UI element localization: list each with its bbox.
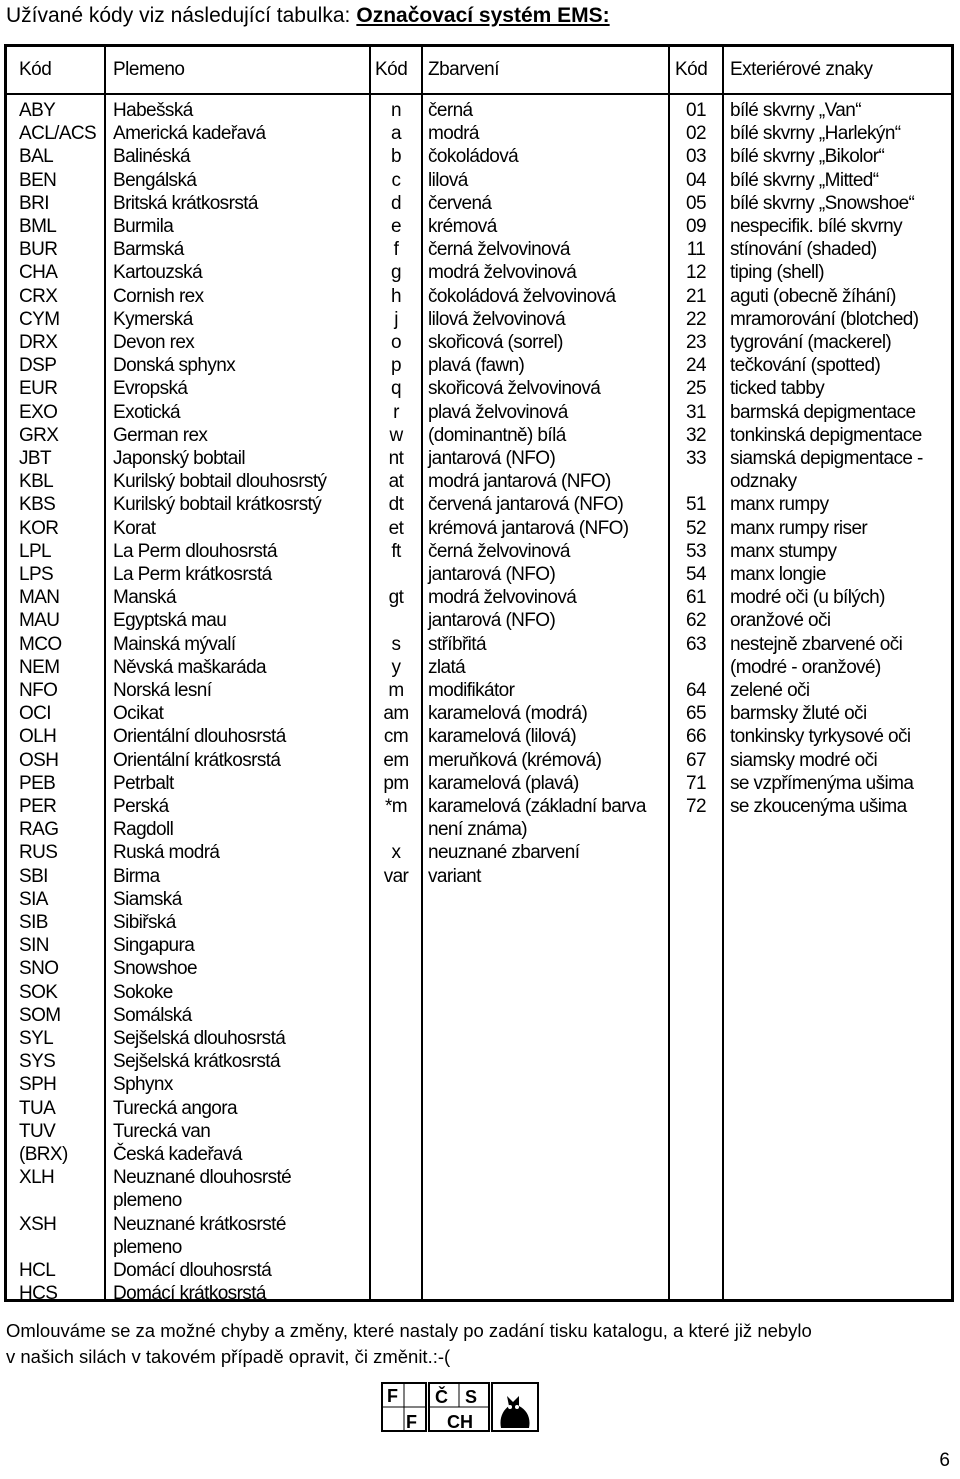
- trait-cell: manx longie: [730, 564, 826, 585]
- trait-cell: tygrování (mackerel): [730, 332, 892, 353]
- color-cell: zlatá: [428, 656, 466, 678]
- breed-code-cell: BAL: [19, 146, 54, 168]
- color-code-cell: cm: [383, 726, 409, 748]
- breed-code-cell: DRX: [19, 332, 58, 353]
- breed-code-cell: LPS: [19, 564, 54, 585]
- breed-code-cell: DSP: [19, 355, 57, 377]
- color-cell: jantarová (NFO): [428, 448, 556, 469]
- breed-cell: plemeno: [113, 1236, 182, 1258]
- breed-cell: Balinéská: [113, 146, 190, 168]
- breed-cell: Sokoke: [113, 981, 173, 1003]
- trait-code-cell: 04: [686, 169, 706, 191]
- trait-code-cell: 71: [686, 772, 706, 794]
- color-code-cell: q: [391, 378, 401, 400]
- breed-code-cell: SBI: [19, 865, 48, 887]
- breed-cell: Orientální krátkosrstá: [113, 749, 281, 771]
- breed-cell: Korat: [113, 517, 156, 539]
- trait-code-cell: 52: [686, 517, 706, 539]
- breed-cell: Japonský bobtail: [113, 448, 245, 469]
- trait-code-cell: 64: [686, 680, 706, 701]
- trait-code-cell: 02: [686, 123, 706, 145]
- trait-cell: ticked tabby: [730, 378, 825, 400]
- trait-cell: se zkoucenýma ušima: [730, 796, 907, 817]
- trait-cell: tonkinská depigmentace: [730, 424, 922, 446]
- breed-code-cell: MCO: [19, 633, 62, 655]
- breed-code-cell: SYL: [19, 1028, 54, 1049]
- color-code-cell: s: [391, 633, 401, 655]
- breed-cell: Burmila: [113, 216, 174, 237]
- breed-code-cell: BEN: [19, 169, 57, 191]
- trait-cell: (modré - oranžové): [730, 656, 881, 678]
- trait-code-cell: 66: [686, 726, 706, 748]
- breed-cell: plemeno: [113, 1190, 182, 1212]
- color-cell: skořicová (sorrel): [428, 332, 563, 353]
- color-cell: (dominantně) bílá: [428, 424, 566, 446]
- page-number: 6: [939, 1450, 950, 1471]
- breed-cell: Habešská: [113, 100, 193, 121]
- trait-cell: nespecifik. bílé skvrny: [730, 216, 903, 237]
- column-divider: [104, 47, 106, 1299]
- breed-code-cell: RUS: [19, 842, 58, 864]
- color-code-cell: w: [389, 424, 403, 446]
- trait-cell: manx rumpy: [730, 494, 829, 516]
- breed-code-cell: SPH: [19, 1074, 57, 1096]
- breed-code-cell: BUR: [19, 239, 58, 261]
- breed-cell: Barmská: [113, 239, 184, 261]
- breed-code-cell: ABY: [19, 100, 56, 121]
- trait-code-cell: 63: [686, 633, 706, 655]
- breed-code-cell: CYM: [19, 308, 60, 330]
- footer-note: [6, 1318, 956, 1370]
- color-cell: variant: [428, 865, 481, 887]
- trait-code-cell: 01: [686, 100, 706, 121]
- trait-cell: bílé skvrny „Bikolor“: [730, 146, 885, 168]
- ems-code-table: [4, 44, 954, 1305]
- trait-cell: tečkování (spotted): [730, 355, 881, 377]
- breed-code-cell: SYS: [19, 1051, 56, 1073]
- color-code-cell: b: [391, 146, 401, 168]
- trait-code-cell: 23: [686, 332, 706, 353]
- breed-cell: Kymerská: [113, 308, 193, 330]
- breed-cell: Sejšelská krátkosrstá: [113, 1051, 280, 1073]
- breed-cell: Birma: [113, 865, 160, 887]
- breed-cell: Kartouzská: [113, 262, 203, 284]
- svg-text:Č: Č: [435, 1387, 448, 1407]
- breed-code-cell: SIN: [19, 935, 49, 957]
- color-code-cell: j: [394, 308, 398, 330]
- breed-cell: Egyptská mau: [113, 610, 227, 632]
- trait-code-cell: 12: [686, 262, 706, 284]
- header-divider: [7, 93, 951, 95]
- title-prefix: Užívané kódy viz následující tabulka:: [6, 4, 351, 27]
- breed-cell: Petrbalt: [113, 772, 174, 794]
- breed-cell: Turecká van: [113, 1120, 211, 1142]
- breed-cell: Neuznané dlouhosrsté: [113, 1167, 292, 1189]
- trait-code-cell: 09: [686, 216, 706, 237]
- trait-cell: siamská depigmentace -: [730, 448, 923, 469]
- trait-code-cell: 22: [686, 308, 706, 330]
- trait-cell: barmsky žluté oči: [730, 703, 867, 725]
- color-cell: karamelová (plavá): [428, 772, 579, 794]
- breed-cell: Bengálská: [113, 169, 197, 191]
- color-code-cell: et: [388, 517, 404, 539]
- trait-code-cell: 62: [686, 610, 706, 632]
- title-ems: Označovací systém EMS:: [356, 4, 610, 27]
- trait-code-cell: 72: [686, 796, 706, 817]
- color-cell: čokoládová želvovinová: [428, 285, 616, 307]
- color-code-cell: m: [388, 680, 404, 701]
- svg-text:F: F: [387, 1386, 398, 1406]
- color-code-cell: ft: [391, 540, 401, 562]
- color-code-cell: n: [391, 100, 401, 121]
- breed-code-cell: RAG: [19, 819, 59, 841]
- breed-code-cell: BRI: [19, 192, 49, 214]
- trait-code-cell: 65: [686, 703, 706, 725]
- breed-cell: Ruská modrá: [113, 842, 220, 864]
- breed-code-cell: SOM: [19, 1004, 61, 1026]
- breed-cell: Ocikat: [113, 703, 164, 725]
- breed-cell: Exotická: [113, 401, 181, 423]
- breed-cell: Perská: [113, 796, 169, 817]
- color-cell: čokoládová: [428, 146, 519, 168]
- breed-code-cell: ACL/ACS: [19, 123, 97, 145]
- color-cell: plavá želvovinová: [428, 401, 568, 423]
- breed-cell: Evropská: [113, 378, 188, 400]
- breed-code-cell: GRX: [19, 424, 59, 446]
- color-code-cell: am: [383, 703, 409, 725]
- header-traits: Exteriérové znaky: [730, 59, 873, 80]
- trait-code-cell: 33: [686, 448, 706, 469]
- fife-cs-logo: [381, 1382, 541, 1434]
- header-color: Zbarvení: [428, 59, 499, 80]
- breed-code-cell: OSH: [19, 749, 59, 771]
- breed-code-cell: (BRX): [19, 1144, 68, 1165]
- trait-code-cell: 24: [686, 355, 706, 377]
- page-title: [6, 4, 610, 28]
- color-code-cell: em: [383, 749, 409, 771]
- color-code-cell: c: [391, 169, 401, 191]
- breed-code-cell: XSH: [19, 1213, 57, 1235]
- breed-code-cell: OLH: [19, 726, 57, 748]
- color-cell: černá želvovinová: [428, 540, 570, 562]
- trait-cell: manx stumpy: [730, 540, 837, 562]
- breed-cell: Kurilský bobtail krátkosrstý: [113, 494, 322, 516]
- breed-cell: Devon rex: [113, 332, 195, 353]
- breed-cell: Somálská: [113, 1004, 192, 1026]
- breed-code-cell: OCI: [19, 703, 51, 725]
- color-code-cell: var: [383, 865, 409, 887]
- color-cell: jantarová (NFO): [428, 564, 556, 585]
- breed-cell: La Perm dlouhosrstá: [113, 540, 277, 562]
- breed-cell: Donská sphynx: [113, 355, 236, 377]
- color-cell: červená jantarová (NFO): [428, 494, 624, 516]
- breed-cell: Snowshoe: [113, 958, 197, 980]
- breed-code-cell: SIA: [19, 888, 48, 910]
- breed-code-cell: MAN: [19, 587, 60, 609]
- breed-code-cell: KBS: [19, 494, 56, 516]
- breed-cell: Domácí dlouhosrstá: [113, 1260, 272, 1281]
- breed-code-cell: MAU: [19, 610, 60, 632]
- breed-code-cell: SNO: [19, 958, 59, 980]
- trait-cell: barmská depigmentace: [730, 401, 916, 423]
- color-code-cell: x: [391, 842, 401, 864]
- trait-code-cell: 03: [686, 146, 706, 168]
- footer-line: Omlouváme se za možné chyby a změny, které nastaly po zadání tisku katalogu, a které již nebylo: [6, 1320, 812, 1341]
- trait-cell: zelené oči: [730, 680, 810, 701]
- color-code-cell: f: [393, 239, 399, 261]
- color-cell: modrá želvovinová: [428, 587, 577, 609]
- breed-code-cell: PEB: [19, 772, 56, 794]
- svg-text:F: F: [406, 1412, 417, 1432]
- trait-cell: odznaky: [730, 471, 797, 493]
- color-cell: krémová: [428, 216, 497, 237]
- breed-cell: Turecká angora: [113, 1097, 237, 1119]
- color-cell: krémová jantarová (NFO): [428, 517, 629, 539]
- color-code-cell: y: [391, 656, 401, 678]
- breed-code-cell: EXO: [19, 401, 58, 423]
- breed-code-cell: CRX: [19, 285, 58, 307]
- breed-code-cell: BML: [19, 216, 57, 237]
- trait-code-cell: 67: [686, 749, 706, 771]
- color-cell: modrá jantarová (NFO): [428, 471, 611, 493]
- breed-cell: Mainská mývalí: [113, 633, 236, 655]
- color-code-cell: g: [391, 262, 401, 284]
- breed-code-cell: NFO: [19, 680, 58, 701]
- color-code-cell: r: [393, 401, 399, 423]
- trait-cell: oranžové oči: [730, 610, 831, 632]
- breed-cell: Sphynx: [113, 1074, 173, 1096]
- svg-text:S: S: [465, 1387, 478, 1407]
- trait-code-cell: 05: [686, 192, 706, 214]
- trait-code-cell: 25: [686, 378, 706, 400]
- color-code-cell: o: [391, 332, 401, 353]
- header-trait-code: Kód: [675, 59, 708, 80]
- color-code-cell: nt: [388, 448, 404, 469]
- breed-cell: Singapura: [113, 935, 195, 957]
- breed-code-cell: KOR: [19, 517, 59, 539]
- trait-cell: aguti (obecně žíhání): [730, 285, 896, 307]
- breed-code-cell: NEM: [19, 656, 60, 678]
- trait-cell: stínování (shaded): [730, 239, 877, 261]
- breed-cell: German rex: [113, 424, 208, 446]
- color-cell: neuznané zbarvení: [428, 842, 580, 864]
- trait-code-cell: 61: [686, 587, 706, 609]
- breed-cell: Sejšelská dlouhosrstá: [113, 1028, 286, 1049]
- color-cell: karamelová (lilová): [428, 726, 577, 748]
- footer-line: v našich silách v takovém případě opravit, či změnit.:-(: [6, 1346, 451, 1367]
- column-divider: [421, 47, 423, 1299]
- trait-cell: siamsky modré oči: [730, 749, 878, 771]
- color-code-cell: p: [391, 355, 401, 377]
- breed-cell: Cornish rex: [113, 285, 204, 307]
- color-cell: meruňková (krémová): [428, 749, 602, 771]
- color-code-cell: *m: [384, 796, 408, 817]
- breed-cell: Sibiřská: [113, 912, 176, 933]
- trait-cell: bílé skvrny „Harlekýn“: [730, 123, 901, 145]
- trait-code-cell: 21: [686, 285, 706, 307]
- trait-cell: tonkinsky tyrkysové oči: [730, 726, 911, 748]
- trait-cell: tiping (shell): [730, 262, 825, 284]
- breed-cell: Manská: [113, 587, 176, 609]
- color-cell: jantarová (NFO): [428, 610, 556, 632]
- trait-cell: bílé skvrny „Snowshoe“: [730, 192, 915, 214]
- breed-code-cell: HCS: [19, 1283, 58, 1305]
- breed-cell: Siamská: [113, 888, 182, 910]
- color-cell: modifikátor: [428, 680, 515, 701]
- breed-cell: Americká kadeřavá: [113, 123, 266, 145]
- breed-cell: Orientální dlouhosrstá: [113, 726, 286, 748]
- svg-text:CH: CH: [447, 1412, 473, 1432]
- color-code-cell: h: [391, 285, 401, 307]
- breed-code-cell: TUV: [19, 1120, 56, 1142]
- color-cell: modrá: [428, 123, 479, 145]
- color-code-cell: a: [391, 123, 401, 145]
- color-cell: černá želvovinová: [428, 239, 570, 261]
- breed-code-cell: JBT: [19, 448, 51, 469]
- trait-cell: bílé skvrny „Van“: [730, 100, 861, 121]
- header-breed-code: Kód: [19, 59, 52, 80]
- color-code-cell: pm: [383, 772, 409, 794]
- color-cell: černá: [428, 100, 473, 121]
- trait-code-cell: 32: [686, 424, 706, 446]
- breed-cell: Domácí krátkosrstá: [113, 1283, 266, 1305]
- trait-cell: se vzpřímenýma ušima: [730, 772, 914, 794]
- color-cell: skořicová želvovinová: [428, 378, 601, 400]
- trait-code-cell: 11: [686, 239, 706, 261]
- breed-code-cell: KBL: [19, 471, 54, 493]
- color-cell: modrá želvovinová: [428, 262, 577, 284]
- trait-code-cell: 54: [686, 564, 706, 585]
- color-code-cell: gt: [388, 587, 404, 609]
- trait-code-cell: 51: [686, 494, 706, 516]
- breed-code-cell: SOK: [19, 981, 58, 1003]
- color-cell: červená: [428, 192, 492, 214]
- header-color-code: Kód: [375, 59, 408, 80]
- column-divider: [722, 47, 724, 1299]
- color-cell: plavá (fawn): [428, 355, 525, 377]
- breed-code-cell: EUR: [19, 378, 58, 400]
- color-code-cell: dt: [388, 494, 404, 516]
- breed-code-cell: SIB: [19, 912, 48, 933]
- trait-cell: bílé skvrny „Mitted“: [730, 169, 879, 191]
- breed-cell: Neuznané krátkosrsté: [113, 1213, 286, 1235]
- breed-cell: La Perm krátkosrstá: [113, 564, 272, 585]
- color-code-cell: d: [391, 192, 401, 214]
- color-cell: není známa): [428, 819, 528, 841]
- color-cell: karamelová (modrá): [428, 703, 588, 725]
- color-cell: lilová želvovinová: [428, 308, 566, 330]
- breed-cell: Britská krátkosrstá: [113, 192, 258, 214]
- header-breed: Plemeno: [113, 59, 185, 80]
- breed-code-cell: PER: [19, 796, 57, 817]
- breed-cell: Něvská maškaráda: [113, 656, 267, 678]
- breed-code-cell: LPL: [19, 540, 52, 562]
- breed-cell: Kurilský bobtail dlouhosrstý: [113, 471, 327, 493]
- breed-code-cell: CHA: [19, 262, 58, 284]
- trait-cell: manx rumpy riser: [730, 517, 868, 539]
- trait-cell: modré oči (u bílých): [730, 587, 885, 609]
- breed-cell: Česká kadeřavá: [113, 1144, 242, 1165]
- breed-cell: Norská lesní: [113, 680, 212, 701]
- color-code-cell: at: [388, 471, 404, 493]
- color-cell: stříbřitá: [428, 633, 486, 655]
- breed-cell: Ragdoll: [113, 819, 174, 841]
- logo-graphic: [381, 1382, 541, 1434]
- trait-code-cell: 31: [686, 401, 706, 423]
- breed-code-cell: HCL: [19, 1260, 56, 1281]
- breed-code-cell: XLH: [19, 1167, 55, 1189]
- color-cell: karamelová (základní barva: [428, 796, 646, 817]
- trait-cell: mramorování (blotched): [730, 308, 919, 330]
- trait-cell: nestejně zbarvené oči: [730, 633, 903, 655]
- color-code-cell: e: [391, 216, 401, 237]
- color-cell: lilová: [428, 169, 468, 191]
- trait-code-cell: 53: [686, 540, 706, 562]
- breed-code-cell: TUA: [19, 1097, 56, 1119]
